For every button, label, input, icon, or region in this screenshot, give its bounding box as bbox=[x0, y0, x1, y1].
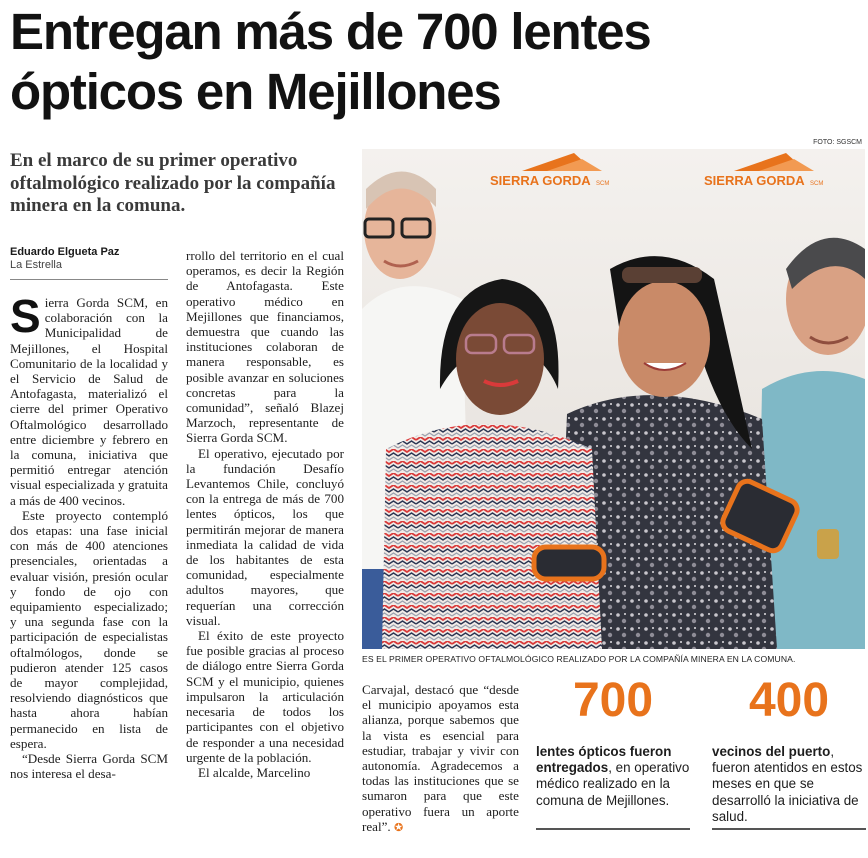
paragraph: “Desde Sierra Gorda SCM nos interesa el desa- bbox=[10, 751, 168, 782]
byline-divider bbox=[10, 279, 168, 280]
paragraph-text: ierra Gorda SCM, en colaboración con la Municipalidad de Mejillones, el Hospital Comunitario de la localidad y el Servicio de Salud de Antofagasta, materializó el cierre del primer Operativo Oftalmológico desarrollado entre diciembre y febrero en la comuna, iniciativa que permitió entregar atención visual especializada y gratuita a más de 400 vecinos. bbox=[10, 295, 168, 508]
byline bbox=[10, 246, 168, 272]
banner-brand-left: SIERRA GORDA bbox=[490, 173, 591, 188]
stat-bold: lentes ópticos fueron entregados bbox=[536, 744, 672, 776]
news-photo bbox=[362, 149, 865, 649]
stat-description-700 bbox=[536, 744, 692, 809]
stat-rest: , fueron atentidos en estos meses en que se desarrolló la iniciativa de salud. bbox=[712, 744, 863, 824]
headline-line-1: Entregan más de 700 lentes bbox=[10, 3, 651, 60]
byline-outlet: La Estrella bbox=[10, 259, 62, 271]
banner-suffix-right: SCM bbox=[810, 181, 824, 187]
stat-bold: vecinos del puerto bbox=[712, 744, 831, 759]
drop-cap: S bbox=[10, 290, 41, 342]
paragraph-text: Carvajal, destacó que “desde el municipio apoyamos esta alianza, porque sabemos que la vista es esencial para estudiar, trabajar y vivir con autonomía. Agradecemos a todas las instituciones que se sumaron para que este operativo fuera un aporte real”. bbox=[362, 682, 519, 834]
article-column-3 bbox=[362, 682, 519, 836]
banner-suffix-left: SCM bbox=[596, 181, 610, 187]
stat-description-400 bbox=[712, 744, 866, 825]
end-mark-icon: ✪ bbox=[394, 821, 404, 834]
headline-line-2: ópticos en Mejillones bbox=[10, 63, 501, 120]
stat-divider bbox=[536, 828, 690, 830]
paragraph bbox=[10, 290, 168, 508]
photo-caption: ES EL PRIMER OPERATIVO OFTALMOLÓGICO REALIZADO POR LA COMPAÑÍA MINERA EN LA COMUNA. bbox=[362, 654, 796, 664]
byline-author: Eduardo Elgueta Paz bbox=[10, 246, 120, 258]
paragraph: El operativo, ejecutado por la fundación Desafío Levantemos Chile, concluyó con la entrega de más de 700 lentes ópticos, los que permitirán mejorar de manera inmediata la calidad de vida de los habitantes de esta comunidad, especialmente adultos mayores, que requerían una corrección visual. bbox=[186, 445, 344, 628]
article-column-2 bbox=[186, 248, 344, 780]
stat-number-400: 400 bbox=[748, 674, 830, 727]
paragraph: Este proyecto contempló dos etapas: una fase inicial con más de 400 atenciones presenciales, orientadas a evaluar visión, presión ocular y fondo de ojo con equipamiento especializado; y una segunda fase con la participación de especialistas oftalmólogos, donde se pudieron atender 125 casos de mayor complejidad, resolviendo diagnósticos que hasta ahora habían permanecido en lista de espera. bbox=[10, 507, 168, 751]
banner-brand-right: SIERRA GORDA bbox=[704, 173, 805, 188]
paragraph bbox=[362, 682, 519, 836]
article-column-1 bbox=[10, 290, 168, 782]
paragraph: El éxito de este proyecto fue posible gracias al proceso de diálogo entre Sierra Gorda SCM y el municipio, quienes impulsaron la articulación necesaria de todos los participantes con el objetivo de responder a una necesidad urgente de la población. bbox=[186, 628, 344, 765]
paragraph: rrollo del territorio en el cual operamos, es decir la Región de Antofagasta. Este operativo médico en Mejillones que financiamos, demuestra que cuando las instituciones colaboran de manera responsable, es posible avanzar en soluciones concretas para la comunidad”, señaló Blazej Marzoch, representante de Sierra Gorda SCM. bbox=[186, 248, 344, 446]
photo-illustration bbox=[362, 149, 865, 649]
stat-number-700: 700 bbox=[572, 674, 654, 727]
headline bbox=[10, 2, 860, 122]
stat-divider bbox=[712, 828, 866, 830]
paragraph: El alcalde, Marcelino bbox=[198, 764, 311, 780]
photo-credit: FOTO: SGSCM bbox=[813, 139, 862, 146]
deck-subtitle: En el marco de su primer operativo oftalmológico realizado por la compañía minera en la comuna. bbox=[10, 150, 336, 216]
stat-rest: , en operativo médico realizado en la comuna de Mejillones. bbox=[536, 760, 690, 808]
